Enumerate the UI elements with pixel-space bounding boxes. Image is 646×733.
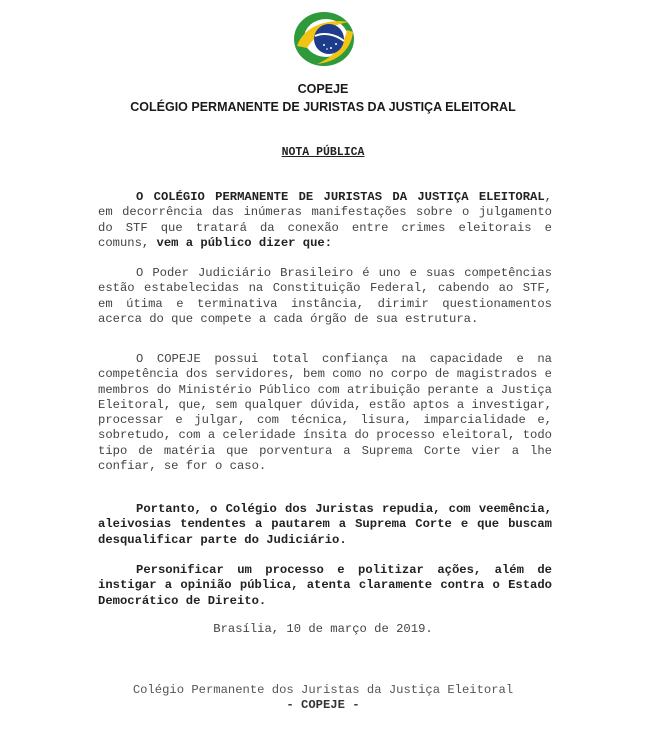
paragraph-2	[98, 266, 552, 327]
org-full-name: COLÉGIO PERMANENTE DE JURISTAS DA JUSTIÇA ELEITORAL	[130, 100, 516, 114]
date-line: Brasília, 10 de março de 2019.	[213, 622, 433, 636]
p5-text: Personificar um processo e politizar ações, além de instigar a opinião pública, atenta claramente contra o Estado Democrático de Direito.	[98, 563, 552, 608]
p1-bold-end: vem a público dizer que:	[156, 235, 333, 250]
p4-text: Portanto, o Colégio dos Juristas repudia, com veemência, aleivosias tendentes a pautarem a Suprema Corte e que buscam desqualificar parte do Judiciário.	[98, 502, 552, 547]
paragraph-1	[98, 190, 552, 251]
p1-middle: , em decorrência das inúmeras manifestações sobre o julgamento do STF que tratará da conexão entre crimes eleitorais e comuns,	[98, 190, 552, 250]
p2-text: O Poder Judiciário Brasileiro é uno e suas competências estão estabelecidas na Constituição Federal, cabendo ao STF, em útima e terminativa instância, dirimir questionamentos acerca do que compete a cada órgão de sua estrutura.	[98, 266, 552, 326]
footer-org-short: - COPEJE -	[286, 698, 360, 712]
p3-text: O COPEJE possui total confiança na capacidade e na competência dos servidores, bem como no corpo de magistrados e membros do Ministério Público com atribuição perante a Justiça Eleitoral, que, sem qualquer dúvida, estão aptos a investigar, processar e julgar, com técnica, lisura, imparcialidade e, sobretudo, com a celeridade ínsita do processo eleitoral, todo tipo de matéria que porventura a Suprema Corte vier a lhe confiar, se for o caso.	[98, 352, 552, 474]
org-short-name: COPEJE	[297, 82, 349, 96]
paragraph-4	[98, 502, 552, 548]
page-title: NOTA PÚBLICA	[281, 146, 365, 159]
copeje-logo-icon	[291, 8, 357, 70]
p1-bold-start: O COLÉGIO PERMANENTE DE JURISTAS DA JUSTIÇA ELEITORAL	[136, 190, 545, 204]
footer-org-name: Colégio Permanente dos Juristas da Justiça Eleitoral	[132, 683, 514, 697]
paragraph-5	[98, 563, 552, 609]
paragraph-3	[98, 352, 552, 474]
